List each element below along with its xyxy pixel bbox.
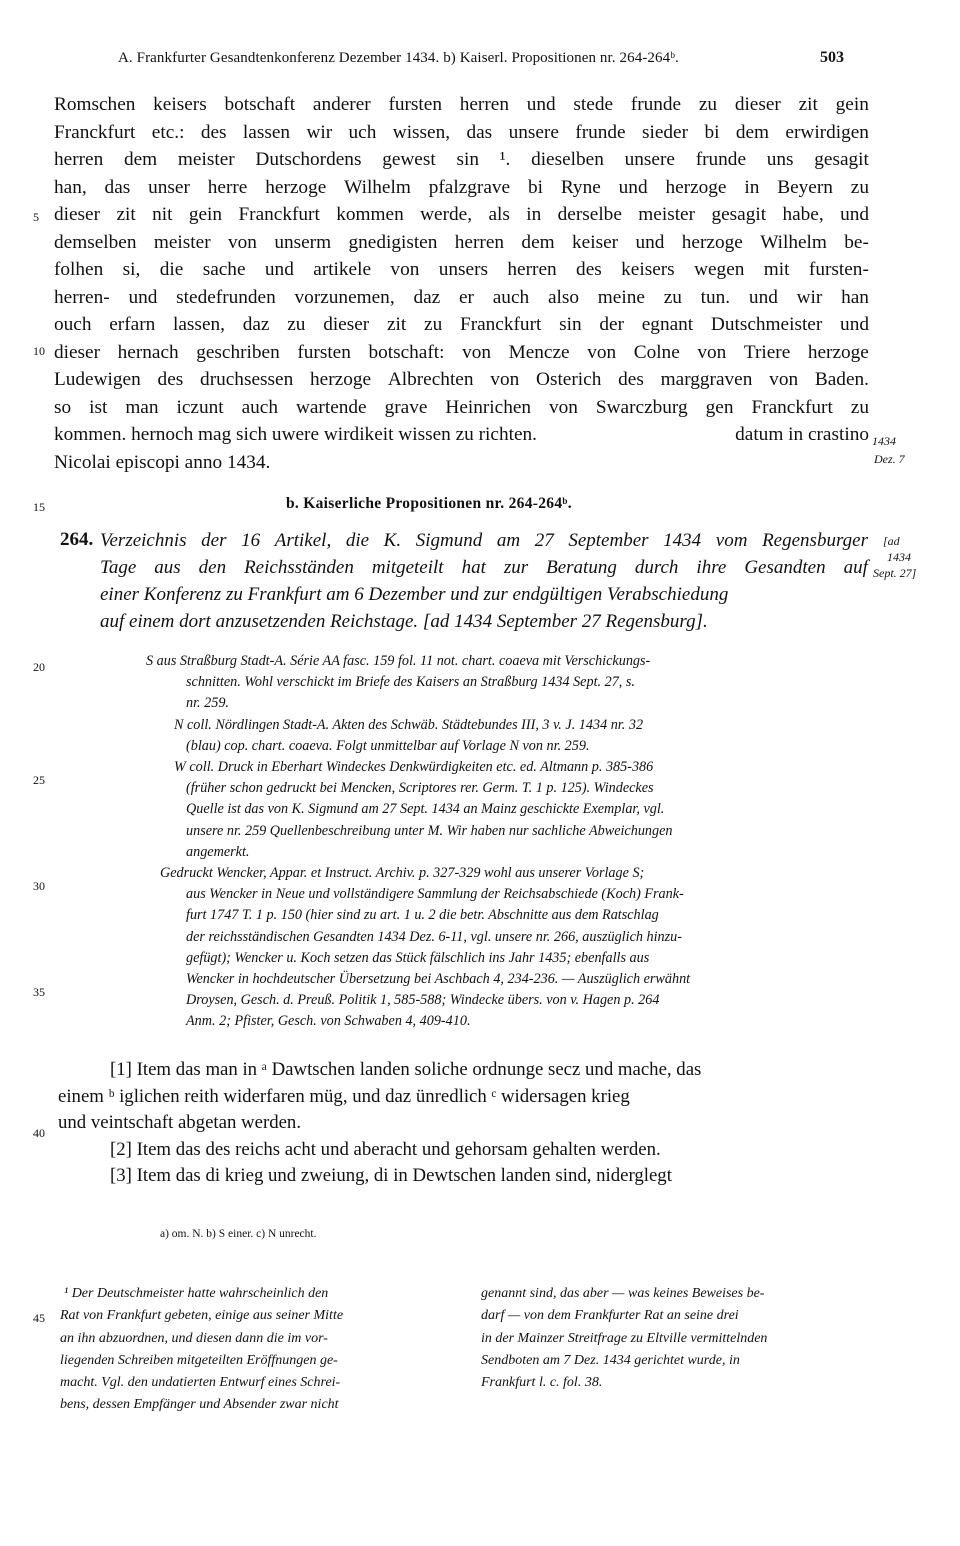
footnote-line: bens, dessen Empfänger und Absender zwar nicht [60,1397,339,1413]
letter-line: folhen si, die sache und artikele von unsers herren des keisers wegen mit fursten- [54,259,869,280]
source-line: furt 1747 T. 1 p. 150 (hier sind zu art. 1 u. 2 die betr. Abschnitte aus dem Ratschlag [186,907,659,924]
letter-line: dieser hernach geschriben fursten botschaft: von Mencze von Colne von Triere herzoge [54,341,869,363]
letter-line-text: kommen. hernoch mag sich uwere wirdikeit wissen zu richten. [54,424,537,445]
margin-date-year: 1434 [872,434,896,448]
letter-line: han, das unser herre herzoge Wilhelm pfalzgrave bi Ryne und herzoge in Beyern zu [54,176,869,198]
letter-line: ouch erfarn lassen, daz zu dieser zit zu Franckfurt sin der egnant Dutschmeister und [54,314,869,335]
letter-line: demselben meister von unserm gnedigisten herren dem keiser und herzoge Wilhelm be- [54,231,869,253]
footnote-line: Frankfurt l. c. fol. 38. [481,1375,603,1391]
entry-line: Tage aus den Reichsständen mitgeteilt hat zur Beratung durch ihre Gesandten auf [100,557,868,578]
source-line: schnitten. Wohl verschickt im Briefe des Kaisers an Straßburg 1434 Sept. 27, s. [186,674,635,691]
line-number: 35 [33,985,45,999]
entry-number: 264. [60,529,94,550]
entry-line: einer Konferenz zu Frankfurt am 6 Dezember und zur endgültigen Verabschiedung [100,584,729,605]
source-line: angemerkt. [186,843,250,860]
letter-line: Nicolai episcopi anno 1434. [54,451,271,473]
footnote-left [60,1283,452,1417]
source-line: Anm. 2; Pfister, Gesch. von Schwaben 4, 409-410. [186,1013,471,1030]
footnote-line: darf — von dem Frankfurter Rat an seine drei [481,1308,739,1324]
article-line: einem ᵇ iglichen reith widerfaren müg, und daz ünredlich ᶜ widersagen krieg [58,1085,630,1107]
source-line: der reichsständischen Gesandten 1434 Dez. 6-11, vgl. unsere nr. 266, auszüglich hinzu- [186,928,682,945]
article-line: [1] Item das man in ᵃ Dawtschen landen soliche ordnunge secz und mache, das [110,1059,702,1080]
article-line: [2] Item das des reichs acht und aberacht und gehorsam gehalten werden. [110,1138,661,1160]
source-line: nr. 259. [186,695,229,712]
source-line: Droysen, Gesch. d. Preuß. Politik 1, 585-588; Windecke übers. von v. Hagen p. 264 [186,992,660,1009]
variant-apparatus: a) om. N. b) S einer. c) N unrecht. [160,1228,317,1240]
line-number: 30 [33,879,45,893]
source-line: (blau) cop. chart. coaeva. Folgt unmittelbar auf Vorlage N von nr. 259. [186,737,590,754]
letter-line: Ludewigen des druchsessen herzoge Albrechten von Osterich des marggraven von Baden. [54,369,869,390]
source-notes [146,651,872,1033]
article-line: [3] Item das di krieg und zweiung, di in Dewtschen landen sind, niderglegt [110,1165,672,1186]
source-line: unsere nr. 259 Quellenbeschreibung unter M. Wir haben nur sachliche Abweichungen [186,822,673,839]
article-items [58,1057,873,1190]
margin-date-day: Dez. 7 [874,452,905,466]
footnote-line: macht. Vgl. den undatierten Entwurf eines Schrei- [60,1375,341,1391]
footnote-line: in der Mainzer Streitfrage zu Eltville vermittelnden [481,1330,768,1346]
footnote-line: Rat von Frankfurt gebeten, einige aus seiner Mitte [60,1308,344,1324]
line-number: 25 [33,773,45,787]
line-number: 10 [33,344,45,358]
footnote-line: Sendboten am 7 Dez. 1434 gerichtet wurde, in [481,1352,740,1368]
source-line: Quelle ist das von K. Sigmund am 27 Sept. 1434 an Mainz geschickte Exemplar, vgl. [186,801,665,818]
letter-line: so ist man iczunt auch wartende grave Heinrichen von Swarczburg gen Franckfurt zu [54,396,869,418]
datum-text: datum in crastino [735,424,869,445]
footnote-line: ¹ Der Deutschmeister hatte wahrscheinlich den [64,1286,329,1301]
letter-line: herren dem meister Dutschordens gewest sin ¹. dieselben unsere frunde uns gesagit [54,149,869,170]
letter-line: herren- und stedefrunden vorzunemen, daz er auch also meine zu tun. und wir han [54,286,869,308]
line-number: 20 [33,660,45,674]
entry-heading [100,527,868,554]
source-line: (früher schon gedruckt bei Mencken, Scriptores rer. Germ. T. 1 p. 125). Windeckes [186,780,654,797]
article-line: und veintschaft abgetan werden. [58,1112,302,1133]
letter-text [54,91,869,476]
line-number: 5 [33,210,39,224]
source-line: Gedruckt Wencker, Appar. et Instruct. Archiv. p. 327-329 wohl aus unserer Vorlage S; [160,865,645,882]
entry-line: auf einem dort anzusetzenden Reichstage. [ad 1434 September 27 Regensburg]. [100,611,708,632]
footnote-line: liegenden Schreiben mitgeteilten Eröffnungen ge- [60,1352,338,1368]
letter-line: Franckfurt etc.: des lassen wir uch wissen, das unsere frunde sieder bi dem erwirdigen [54,121,869,143]
section-title: b. Kaiserliche Propositionen nr. 264-264ᵇ. [286,495,572,512]
line-number: 15 [33,500,45,514]
source-line: W coll. Druck in Eberhart Windeckes Denkwürdigkeiten etc. ed. Altmann p. 385-386 [174,759,654,776]
line-number: 40 [33,1126,45,1140]
source-line: S aus Straßburg Stadt-A. Série AA fasc. 159 fol. 11 not. chart. coaeva mit Verschickungs- [146,653,651,669]
margin-year: 1434 [887,550,911,564]
entry-line: Verzeichnis der 16 Artikel, die K. Sigmund am 27 September 1434 vom Regensburger [100,530,868,551]
page-number: 503 [820,49,844,66]
source-line: aus Wencker in Neue und vollständigere Sammlung der Reichsabschiede (Koch) Frank- [186,886,684,903]
letter-line [54,421,869,449]
footnote-right [481,1283,873,1394]
letter-line: dieser zit nit gein Franckfurt kommen werde, als in derselbe meister gesagit habe, und [54,204,869,225]
source-line: N coll. Nördlingen Stadt-A. Akten des Schwäb. Städtebundes III, 3 v. J. 1434 nr. 32 [174,716,644,733]
source-line: Wencker in hochdeutscher Übersetzung bei Aschbach 4, 234-236. — Auszüglich erwähnt [186,971,691,988]
running-header: A. Frankfurter Gesandtenkonferenz Dezember 1434. b) Kaiserl. Propositionen nr. 264-264ᵇ. [118,50,679,66]
margin-date: Sept. 27] [873,566,917,580]
letter-line: Romschen keisers botschaft anderer fursten herren und stede frunde zu dieser zit gein [54,94,869,115]
entry-heading-cont [100,554,868,635]
line-number: 45 [33,1311,45,1325]
footnote-line: an ihn abzuordnen, und diesen dann die im vor- [60,1330,328,1346]
footnote-line: genannt sind, das aber — was keines Beweises be- [481,1286,765,1301]
source-line: gefügt); Wencker u. Koch setzen das Stück fälschlich ins Jahr 1435; ebenfalls aus [186,949,650,966]
margin-ad: [ad [883,534,900,548]
